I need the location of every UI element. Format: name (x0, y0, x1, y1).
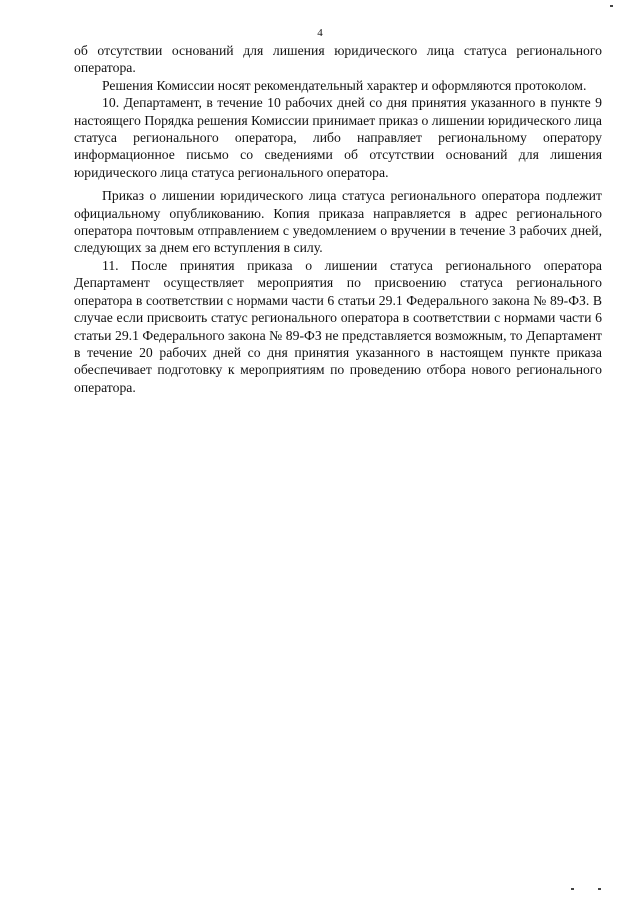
paragraph-order-publication: Приказ о лишении юридического лица статуса регионального оператора подлежит официальному опубликованию. Копия приказа направляется в адрес регионального оператора почтовым отправлением с уведомлением о вручении в течение 3 рабочих дней, следующих за днем его вступления в силу. (74, 188, 602, 256)
scan-mark (571, 888, 574, 890)
scan-mark (598, 888, 601, 890)
page-number: 4 (317, 27, 323, 39)
paragraph-item-10: 10. Департамент, в течение 10 рабочих дней со дня принятия указанного в пункте 9 настоящего Порядка решения Комиссии принимает приказ о лишении юридического лица статуса регионального оператора, либо направляет региональному оператору информационное письмо со сведениями об отсутствии оснований для лишения юридического лица статуса регионального оператора. (74, 95, 602, 180)
paragraph-continuation: об отсутствии оснований для лишения юридического лица статуса регионального оператора. (74, 43, 602, 76)
scan-mark (610, 5, 613, 7)
paragraph-commission-decisions: Решения Комиссии носят рекомендательный характер и оформляются протоколом. (102, 77, 587, 93)
paragraph-item-11: 11. После принятия приказа о лишении статуса регионального оператора Департамент осуществляет мероприятия по присвоению статуса регионального оператора в соответствии с нормами части 6 статьи 29.1 Федерального закона № 89-ФЗ. В случае если присвоить статус регионального оператора в соответствии с нормами части 6 статьи 29.1 Федерального закона № 89-ФЗ не представляется возможным, то Департамент в течение 20 рабочих дней со дня принятия указанного в настоящем пункте приказа обеспечивает подготовку к мероприятиям по проведению отбора нового регионального оператора. (74, 257, 602, 395)
document-body (74, 42, 602, 396)
